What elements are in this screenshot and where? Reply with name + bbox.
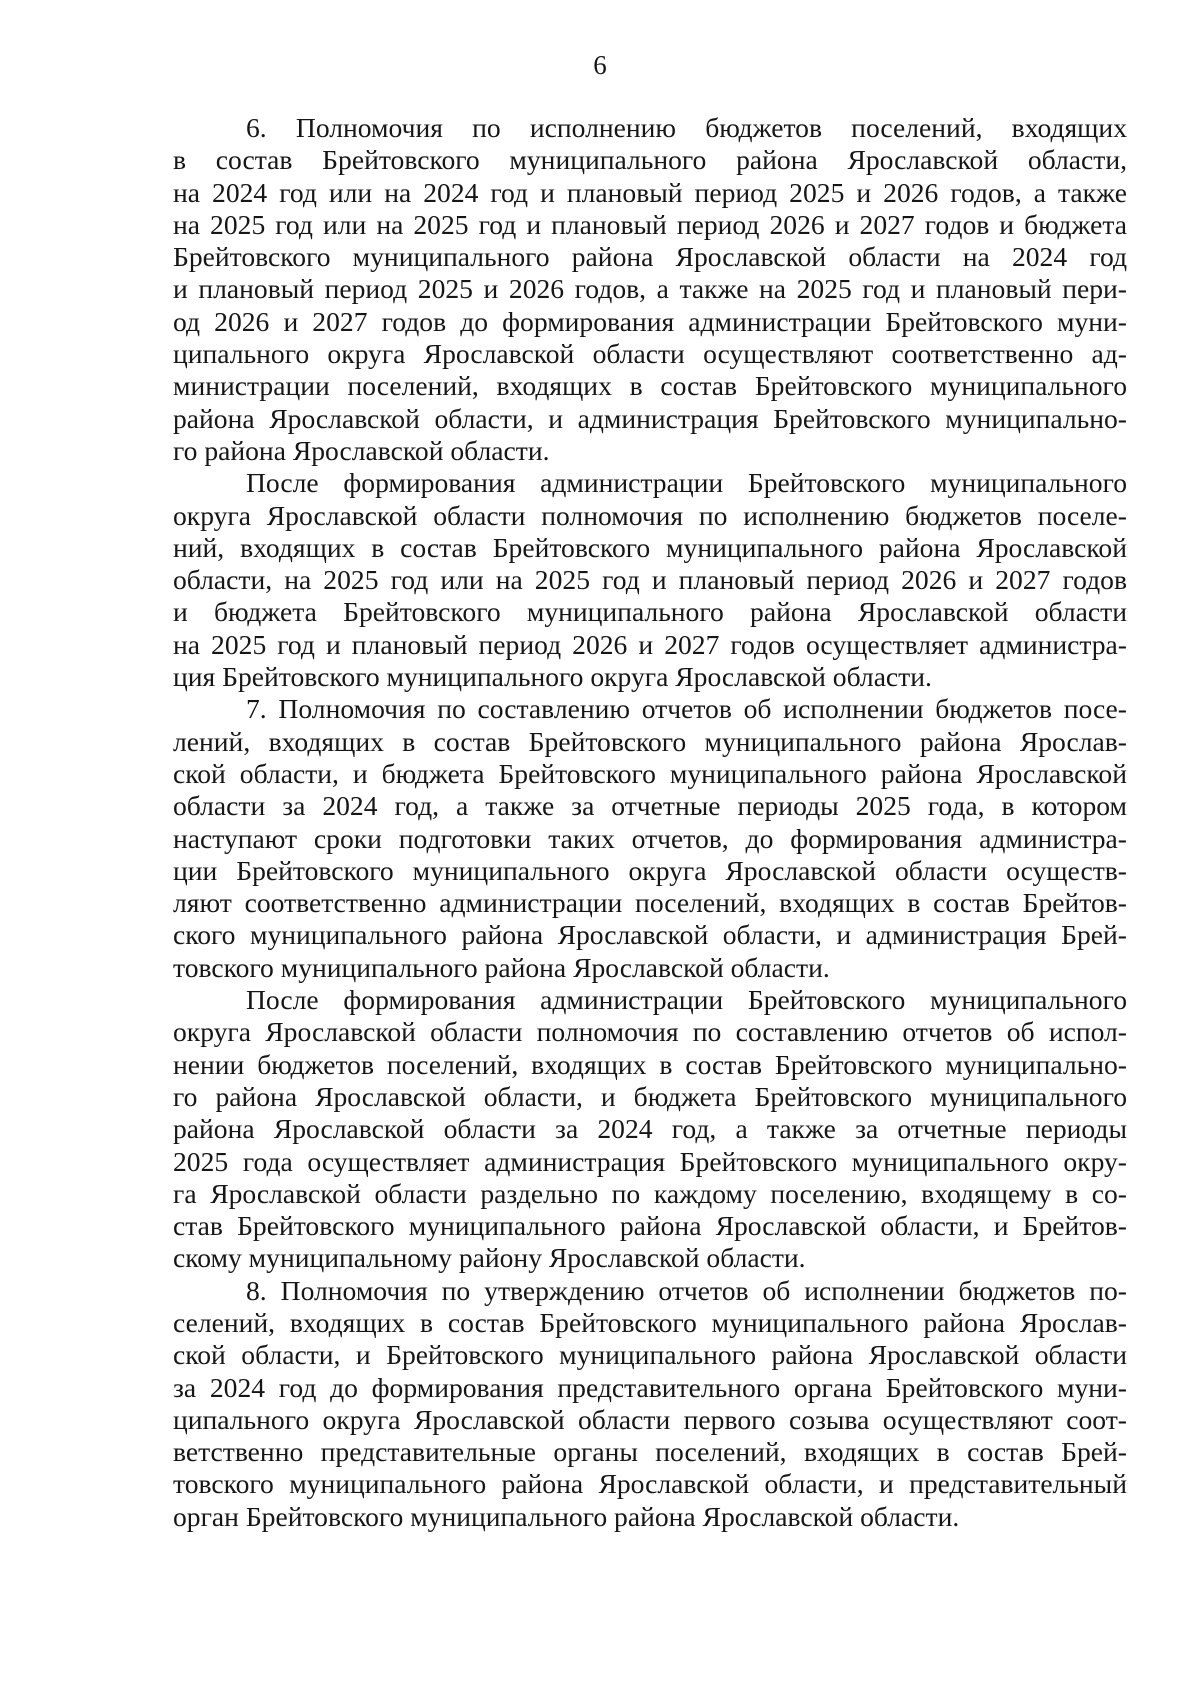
text-line: После формирования администрации Брейтовского муниципального	[246, 467, 1127, 499]
text-line: 8. Полномочия по утверждению отчетов об исполнении бюджетов по-	[246, 1274, 1127, 1306]
text-line: го района Ярославской области.	[173, 434, 550, 466]
page-number: 6	[593, 50, 607, 80]
text-line: ципального округа Ярославской области первого созыва осуществляют соот-	[173, 1403, 1127, 1435]
text-line: ляют соответственно администрации поселений, входящих в состав Брейтов-	[173, 887, 1127, 919]
text-line: и плановый период 2025 и 2026 годов, а также на 2025 год и плановый пери-	[173, 273, 1127, 305]
text-line: ции Брейтовского муниципального округа Ярославской области осуществ-	[173, 854, 1127, 886]
text-line: района Ярославской области, и администрация Брейтовского муниципально-	[173, 402, 1127, 434]
text-line: од 2026 и 2027 годов до формирования администрации Брейтовского муни-	[173, 305, 1127, 337]
text-line: нении бюджетов поселений, входящих в состав Брейтовского муниципально-	[173, 1048, 1127, 1080]
text-line: в состав Брейтовского муниципального района Ярославской области,	[173, 144, 1127, 176]
text-line: ветственно представительные органы поселений, входящих в состав Брей-	[173, 1436, 1127, 1468]
text-line: на 2025 год или на 2025 год и плановый период 2026 и 2027 годов и бюджета	[173, 208, 1127, 240]
paragraph-item-8	[173, 1275, 1127, 1533]
text-line: района Ярославской области за 2024 год, а также за отчетные периоды	[173, 1113, 1127, 1145]
text-line: округа Ярославской области полномочия по исполнению бюджетов поселе-	[173, 499, 1127, 531]
text-line: 2025 года осуществляет администрация Брейтовского муниципального окру-	[173, 1145, 1127, 1177]
text-line: на 2025 год и плановый период 2026 и 2027 годов осуществляет администра-	[173, 628, 1127, 660]
text-line: области, на 2025 год или на 2025 год и плановый период 2026 и 2027 годов	[173, 564, 1127, 596]
document-body	[173, 112, 1127, 1533]
text-line: став Брейтовского муниципального района Ярославской области, и Брейтов-	[173, 1210, 1127, 1242]
text-line: министрации поселений, входящих в состав Брейтовского муниципального	[173, 370, 1127, 402]
text-line: товского муниципального района Ярославской области.	[173, 951, 830, 983]
text-line: Брейтовского муниципального района Ярославской области на 2024 год	[173, 241, 1127, 273]
text-line: орган Брейтовского муниципального района Ярославской области.	[173, 1500, 960, 1532]
text-line: области за 2024 год, а также за отчетные периоды 2025 года, в котором	[173, 790, 1127, 822]
text-line: ция Брейтовского муниципального округа Ярославской области.	[173, 661, 932, 693]
text-line: товского муниципального района Ярославской области, и представительный	[173, 1468, 1127, 1500]
text-line: 7. Полномочия по составлению отчетов об исполнении бюджетов посе-	[246, 693, 1127, 725]
text-line: и бюджета Брейтовского муниципального района Ярославской области	[173, 596, 1127, 628]
text-line: га Ярославской области раздельно по каждому поселению, входящему в со-	[173, 1177, 1127, 1209]
paragraph-item-6-continued	[173, 467, 1127, 693]
text-line: скому муниципальному району Ярославской области.	[173, 1242, 806, 1274]
text-line: ципального округа Ярославской области осуществляют соответственно ад-	[173, 338, 1127, 370]
text-line: за 2024 год до формирования представительного органа Брейтовского муни-	[173, 1371, 1127, 1403]
paragraph-item-6	[173, 112, 1127, 467]
text-line: лений, входящих в состав Брейтовского муниципального района Ярослав-	[173, 725, 1127, 757]
text-line: ний, входящих в состав Брейтовского муниципального района Ярославской	[173, 531, 1127, 563]
text-line: селений, входящих в состав Брейтовского муниципального района Ярослав-	[173, 1306, 1127, 1338]
text-line: 6. Полномочия по исполнению бюджетов поселений, входящих	[246, 112, 1127, 143]
text-line: наступают сроки подготовки таких отчетов, до формирования администра-	[173, 822, 1127, 854]
paragraph-item-7-continued	[173, 984, 1127, 1275]
text-line: го района Ярославской области, и бюджета Брейтовского муниципального	[173, 1080, 1127, 1112]
paragraph-item-7	[173, 693, 1127, 984]
text-line: ской области, и бюджета Брейтовского муниципального района Ярославской	[173, 757, 1127, 789]
text-line: ской области, и Брейтовского муниципального района Ярославской области	[173, 1339, 1127, 1371]
text-line: ского муниципального района Ярославской области, и администрация Брей-	[173, 919, 1127, 951]
text-line: на 2024 год или на 2024 год и плановый период 2025 и 2026 годов, а также	[173, 176, 1127, 208]
text-line: После формирования администрации Брейтовского муниципального	[246, 984, 1127, 1016]
text-line: округа Ярославской области полномочия по составлению отчетов об испол-	[173, 1016, 1127, 1048]
